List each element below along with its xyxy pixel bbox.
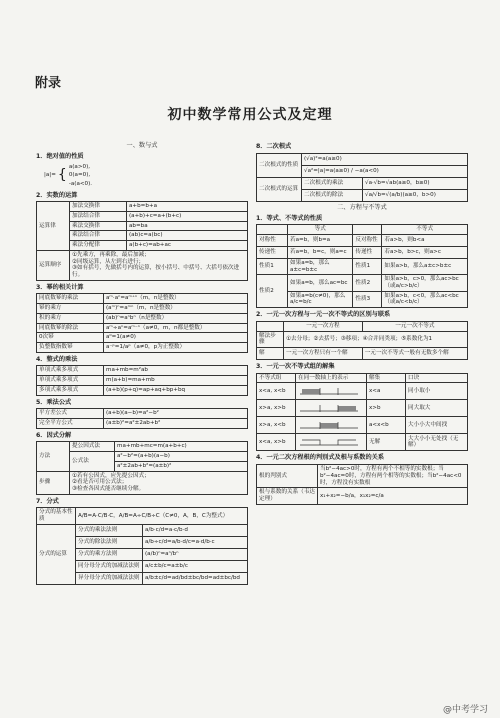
quadratic-table [256,464,468,505]
is-solution: 无解 [367,434,406,451]
abs-case-3: -a(a<0). [68,180,93,187]
is-rhyme: 大小小大中间找 [406,417,468,434]
fraction-ops-label: 分式的运算 [37,524,76,584]
law-formula: a(b+c)=ab+ac [127,241,248,251]
is-system: x>a, x>b [257,400,296,417]
number-line [296,434,367,451]
eq-prop: 如果a>b，c<0，那么ac<bc（或a/c<b/c） [382,291,468,307]
eq-prop: 传递性 [353,246,382,258]
poly-rule-formula: m(a+b)=ma+mb [104,376,248,386]
number-line-graphic [298,402,360,414]
eq-prop: 若a=b，则b=a [288,234,353,246]
law-formula: (a+b)+c=a+(b+c) [127,212,248,222]
is-system: x>a, x<b [257,417,296,434]
poly-rule-name: 多项式乘多项式 [37,385,104,395]
poly-rule-formula: ma+mb=m²ab [104,366,248,376]
fraction-op-name: 分式的乘法法则 [76,524,143,536]
brace: { [57,167,67,184]
fraction-op-name: 分式的乘方法则 [76,548,143,560]
mult-formula-name: 平方差公式 [37,409,104,419]
fraction-op-formula: a/b÷c/d=a/b·d/c=a·d/b·c [143,536,248,548]
factoring-method-formula: a²−b²=(a+b)(a−b) [115,452,248,462]
powers-title: 3．幂的相关计算 [36,283,84,291]
number-line-graphic [298,436,360,448]
right-column [256,140,468,505]
order-rule: ②同级运算，从左到右进行； [72,258,145,265]
law-name: 加法交换律 [70,202,127,212]
eq-prop: 若a>b，则b<a [382,234,468,246]
mult-formula: (a+b)(a−b)=a²−b² [104,409,248,419]
lc-head [257,321,284,331]
radical-op-name: 二次根式的乘法 [302,177,363,189]
abs-value-formula [42,163,94,189]
law-name: 乘法分配律 [70,241,127,251]
power-rule-name: 幂的乘方 [37,304,104,314]
power-rule-formula: aᵐ·aⁿ=aᵐ⁺ⁿ（m，n是整数） [104,294,248,304]
number-line-graphic [298,419,360,431]
mult-formula-name: 完全平方公式 [37,418,104,428]
number-line [296,400,367,417]
lc-solution-label: 解 [257,348,284,360]
lc-steps-label: 解法步骤 [257,331,284,347]
quadratic-title: 4．一元二次方程根的判别式及根与系数的关系 [256,454,385,462]
is-rhyme: 同大取大 [406,400,468,417]
factoring-title: 6．因式分解 [36,431,72,439]
law-name: 乘法交换律 [70,221,127,231]
mult-formulas-table [36,408,248,428]
fraction-op-formula: (a/b)ⁿ=aⁿ/bⁿ [143,548,248,560]
watermark: @中考学习 [442,705,488,715]
is-head: 在同一数轴上的表示 [296,373,367,383]
radical-op-formula: √a·√b=√ab(a≥0，b≥0) [363,177,468,189]
factoring-step: ②看是否可用公式法； [72,479,128,486]
fraction-op-formula: a/b·c/d=a·c/b·d [143,524,248,536]
power-rule-name: 同底数幂的除法 [37,323,104,333]
eq-prop: 传递性 [257,246,288,258]
radical-ops-label: 二次根式的运算 [257,177,302,201]
factoring-steps-label: 步骤 [37,471,70,494]
lc-solution: 一元一次方程只有一个解 [284,348,363,360]
fractions-title: 7．分式 [36,497,59,505]
radicals-title: 8．二次根式 [256,143,292,150]
fractions-table [36,507,248,584]
fraction-basic-formula: A/B=A·C/B·C，A/B=A÷C/B÷C（C≠0，A，B，C为整式） [76,508,248,524]
radical-prop: (√a)²=a(a≥0) [302,153,468,165]
lc-head: 一元一次不等式 [362,321,467,331]
eq-prop: 性质1 [353,258,382,274]
order-rules [70,250,248,280]
is-head: 口诀 [406,373,468,383]
linear-compare-table [256,321,468,360]
eq-head [257,225,288,235]
power-rule-formula: (ab)ⁿ=aⁿbⁿ（n是整数） [104,313,248,323]
power-rule-name: 同底数幂的乘法 [37,294,104,304]
fraction-op-name: 同分母分式的加减法法则 [76,560,143,572]
eq-prop: 如果a>b，c>0，那么ac>bc（或a/c>b/c） [382,275,468,291]
real-ops-title: 2．实数的运算 [36,191,78,199]
eq-prop: 对称性 [257,234,288,246]
lc-steps: ①去分母；②去括号；③移项；④合并同类项；⑤系数化为1 [284,331,468,347]
poly-mult-table [36,365,248,395]
is-rhyme: 同小取小 [406,383,468,400]
eq-head: 不等式 [382,225,468,235]
eq-props-table [256,224,468,308]
factoring-method-label: 方法 [37,442,70,471]
linear-compare-title: 2．一元一次方程与一元一次不等式的区别与联系 [256,311,391,319]
abs-case-2: 0(a=0), [68,172,91,179]
eq-prop: 性质1 [257,258,288,274]
is-head: 不等式组 [257,373,296,383]
eq-head: 等式 [288,225,353,235]
abs-value-title: 1．绝对值的性质 [36,152,84,160]
eq-prop: 如果a=b，那么ac=bc [288,275,353,291]
power-rule-name: 积的乘方 [37,313,104,323]
is-head: 解集 [367,373,406,383]
real-ops-table [36,201,248,280]
lc-head: 一元一次方程 [284,321,363,331]
eq-head [353,225,382,235]
page-title: 初中数学常用公式及定理 [167,107,333,123]
mult-formula: (a±b)²=a²±2ab+b² [104,418,248,428]
factoring-steps [70,471,248,494]
eq-prop: 性质2 [353,275,382,291]
quad-content: x₁+x₂=−b/a，x₁x₂=c/a [318,488,468,504]
quad-content: 当b²−4ac>0时，方程有两个不相等的实数根；当b²−4ac=0时，方程有两个相等的实数根；当b²−4ac<0时，方程没有实数根 [318,465,468,488]
number-line [296,383,367,400]
eq-prop: 如果a=b，那么a±c=b±c [288,258,353,274]
poly-mult-title: 4．整式的乘法 [36,355,78,363]
eq-prop: 若a>b，b>c，则a>c [382,246,468,258]
number-line-graphic [298,385,360,397]
eq-prop: 如果a=b(c≠0)，那么a/c=b/c [288,291,353,307]
law-formula: a+b=b+a [127,202,248,212]
is-system: x<a, x<b [257,383,296,400]
eq-prop: 反对称性 [353,234,382,246]
fraction-basic-label: 分式的基本性质 [37,508,76,524]
is-solution: a<x<b [367,417,406,434]
law-formula: ab=ba [127,221,248,231]
law-formula: (ab)c=a(bc) [127,231,248,241]
laws-label: 运算律 [37,202,70,251]
law-name: 加法结合律 [70,212,127,222]
appendix-label: 附录 [35,76,62,91]
abs-case-1: a(a>0), [68,163,91,170]
factoring-method-formula: ma+mb+mc=m(a+b+c) [115,442,248,452]
factoring-method-formula: a²±2ab+b²=(a±b)² [115,461,248,471]
factoring-step: ①若有公因式，应先提公因式； [72,472,150,479]
power-rule-formula: (aᵐ)ⁿ=aᵐⁿ（m，n是整数） [104,304,248,314]
section-title-equations: 二、方程与不等式 [337,203,387,211]
eq-prop: 若a=b，b=c，则a=c [288,246,353,258]
is-solution: x>b [367,400,406,417]
abs-lhs: |a|= [44,172,56,179]
factoring-step: ③检查各因式能否继续分解。 [72,485,145,492]
fraction-op-name: 分式的除法法则 [76,536,143,548]
power-rule-formula: a⁰=1(a≠0) [104,333,248,343]
eq-props-title: 1．等式、不等式的性质 [256,214,323,222]
section-title-numbers: 一、数与式 [126,142,158,149]
order-label: 运算顺序 [37,250,70,280]
factoring-table [36,441,248,494]
power-rule-name: 0次幂 [37,333,104,343]
order-rule: ①先乘方，再乘除，最后加减； [72,251,150,258]
order-rule: ③如有括号，先做括号内的运算，按小括号、中括号、大括号依次进行。 [72,265,240,278]
quad-label: 根的判别式 [257,465,318,488]
poly-rule-name: 单项式乘多项式 [37,376,104,386]
poly-rule-name: 单项式乘多项式 [37,366,104,376]
eq-prop: 如果a>b，那么a±c>b±c [382,258,468,274]
fraction-op-formula: a/c±b/c=a±b/c [143,560,248,572]
poly-rule-formula: (a+b)(p+q)=ap+aq+bp+bq [104,385,248,395]
lc-solution: 一元一次不等式一般有无数多个解 [362,348,467,360]
fraction-op-name: 异分母分式的加减法法则 [76,572,143,584]
eq-prop: 性质3 [353,291,382,307]
radical-op-formula: √a/√b=√(a/b)(a≥0，b>0) [363,189,468,201]
factoring-method-name: 提公因式法 [70,442,115,452]
is-system: x<a, x>b [257,434,296,451]
power-rule-formula: aᵐ÷aⁿ=aᵐ⁻ⁿ（a≠0，m，n都是整数） [104,323,248,333]
law-name: 乘法结合律 [70,231,127,241]
powers-table [36,293,248,352]
eq-prop: 性质2 [257,275,288,308]
is-solution: x<a [367,383,406,400]
radicals-table [256,153,468,202]
quad-label: 根与系数的关系（韦达定理） [257,488,318,504]
power-rule-formula: a⁻ᵖ=1/aᵖ（a≠0，p为正整数） [104,342,248,352]
ineq-system-table [256,373,468,452]
radical-props-label: 二次根式的性质 [257,153,302,177]
mult-formulas-title: 5．乘法公式 [36,398,72,406]
radical-op-name: 二次根式的除法 [302,189,363,201]
factoring-method-name: 公式法 [70,452,115,471]
ineq-system-title: 3．一元一次不等式组的解集 [256,363,335,371]
fraction-op-formula: a/b±c/d=ad/bd±bc/bd=ad±bc/bd [143,572,248,584]
is-rhyme: 大大小小无处找（无解） [406,434,468,451]
left-column [36,140,248,585]
number-line [296,417,367,434]
radical-prop: √a²=|a|=a(a≥0) / −a(a<0) [302,165,468,177]
power-rule-name: 负整数指数幂 [37,342,104,352]
